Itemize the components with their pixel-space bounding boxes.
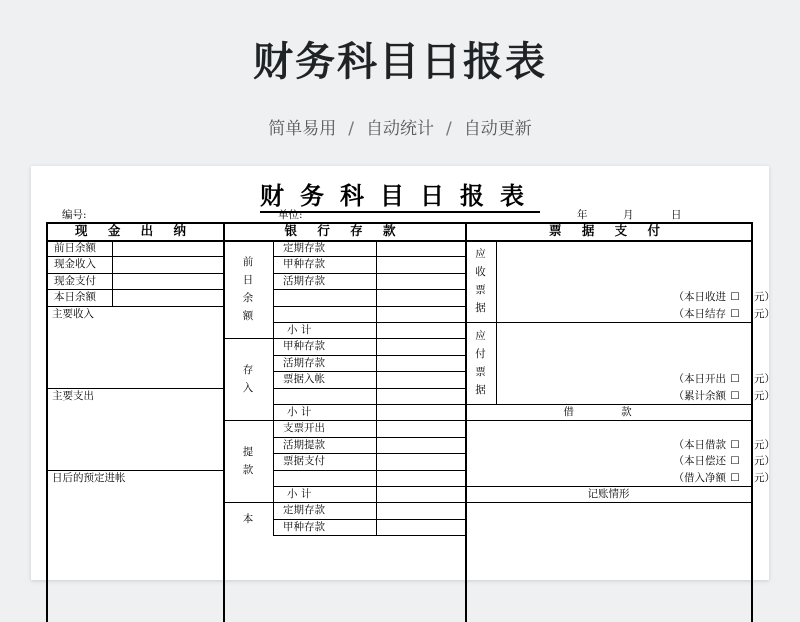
subtitle-separator: /: [446, 119, 452, 139]
bank-item-label: 活期存款: [283, 356, 325, 369]
unit-label: 元）: [754, 307, 775, 320]
payable-line-text: （本日开出: [673, 373, 726, 386]
ledger-header-line: [465, 502, 752, 503]
loan-header-line: [465, 420, 752, 421]
subtitle-item: 自动更新: [463, 119, 532, 139]
bank-subtotal-label: 小 计: [287, 323, 312, 336]
bank-group-label: 本: [242, 512, 254, 525]
loan-line-text: （本日偿还: [673, 455, 726, 468]
loan-line-text: （本日借款: [673, 438, 726, 451]
notes-header: 票 据 支 付: [548, 222, 669, 238]
receivable-line-text: （本日收进: [673, 291, 726, 304]
unit-label: 元）: [754, 455, 775, 468]
cash-row-label: 本日余额: [54, 291, 96, 304]
bank-item-label: 支票开出: [283, 422, 325, 435]
notes-block-line: [465, 322, 752, 323]
cash-column-line: [112, 240, 113, 306]
year-label: 年: [577, 209, 588, 221]
payable-line-text: （累计余额: [673, 389, 726, 402]
bank-group-label: 存 入: [242, 364, 254, 395]
unit-label: 元）: [754, 438, 775, 451]
bank-item-label: [273, 306, 376, 322]
unit-label: 元）: [754, 389, 775, 402]
banner-subtitle: [0, 114, 800, 139]
bank-label-column-line: [273, 502, 274, 535]
unit-label: 单位:: [278, 209, 303, 221]
report-table: [46, 222, 775, 622]
bank-subtotal-label: 小 计: [287, 405, 312, 418]
day-label: 日: [671, 209, 682, 221]
checkbox-icon: ☐: [730, 455, 740, 468]
report-sheet: [31, 166, 775, 580]
cash-row-label: 现金支付: [54, 274, 96, 287]
bank-header: 银 行 存 款: [284, 222, 404, 238]
cash-section-line: [46, 470, 223, 471]
unit-label: 元）: [754, 291, 775, 304]
bank-label-column-line: [273, 240, 274, 338]
bank-label-column-line: [273, 338, 274, 420]
bank-group-label: 提 款: [242, 446, 254, 477]
cash-section-label: 日后的预定进帐: [52, 471, 126, 484]
unit-label: 元）: [754, 373, 775, 386]
cash-header: 现 金 出 纳: [74, 222, 195, 238]
bank-item-label: 甲种存款: [283, 258, 325, 271]
bank-value-column-line: [376, 240, 377, 338]
bank-item-label: 甲种存款: [283, 340, 325, 353]
checkbox-icon: ☐: [730, 307, 740, 320]
bank-label-column-line: [273, 420, 274, 502]
cash-row-label: 现金收入: [54, 258, 96, 271]
table-right-border: [751, 222, 753, 622]
bank-item-label: 活期提款: [283, 438, 325, 451]
subtitle-separator: /: [348, 119, 354, 139]
checkbox-icon: ☐: [730, 291, 740, 304]
cash-row-label: 前日余额: [54, 241, 96, 254]
month-label: 月: [623, 209, 634, 221]
bank-item-label: [273, 470, 376, 486]
bank-item-label: 定期存款: [283, 241, 325, 254]
subtitle-item: 自动统计: [366, 119, 434, 139]
receivable-label: 应 收 票 据: [475, 248, 486, 314]
bank-value-column-line: [376, 420, 377, 502]
bank-item-label: [273, 388, 376, 404]
receivable-line-text: （本日结存: [673, 307, 726, 320]
payable-label: 应 付 票 据: [475, 330, 486, 396]
bank-group-label: 前 日 余 额: [242, 256, 254, 323]
bank-item-label: 活期存款: [283, 274, 325, 287]
banner-title: 财务科目日报表: [253, 39, 547, 85]
bank-item-label: 定期存款: [283, 504, 325, 517]
bank-item-label: [273, 289, 376, 305]
number-label: 编号:: [62, 209, 87, 221]
bank-item-label: 甲种存款: [283, 520, 325, 533]
checkbox-icon: ☐: [730, 471, 740, 484]
checkbox-icon: ☐: [730, 373, 740, 386]
bank-value-column-line: [376, 502, 377, 535]
bank-value-column-line: [376, 338, 377, 420]
cash-section-label: 主要支出: [52, 389, 94, 402]
unit-label: 元）: [754, 471, 775, 484]
bank-row-line: [273, 535, 465, 536]
bank-item-label: 票据支付: [283, 455, 325, 468]
checkbox-icon: ☐: [730, 389, 740, 402]
loan-line-text: （借入净额: [673, 471, 726, 484]
ledger-header: 记账情形: [587, 487, 630, 500]
cash-section-line: [46, 388, 223, 389]
checkbox-icon: ☐: [730, 438, 740, 451]
header-bottom-border: [46, 240, 752, 242]
bank-subtotal-label: 小 计: [287, 487, 312, 500]
cash-section-label: 主要收入: [52, 307, 94, 320]
subtitle-item: 简单易用: [268, 119, 337, 139]
document-title: 财务科目日报表: [31, 176, 769, 211]
bank-item-label: 票据入帐: [283, 373, 325, 386]
loan-header: 借 款: [563, 405, 654, 418]
